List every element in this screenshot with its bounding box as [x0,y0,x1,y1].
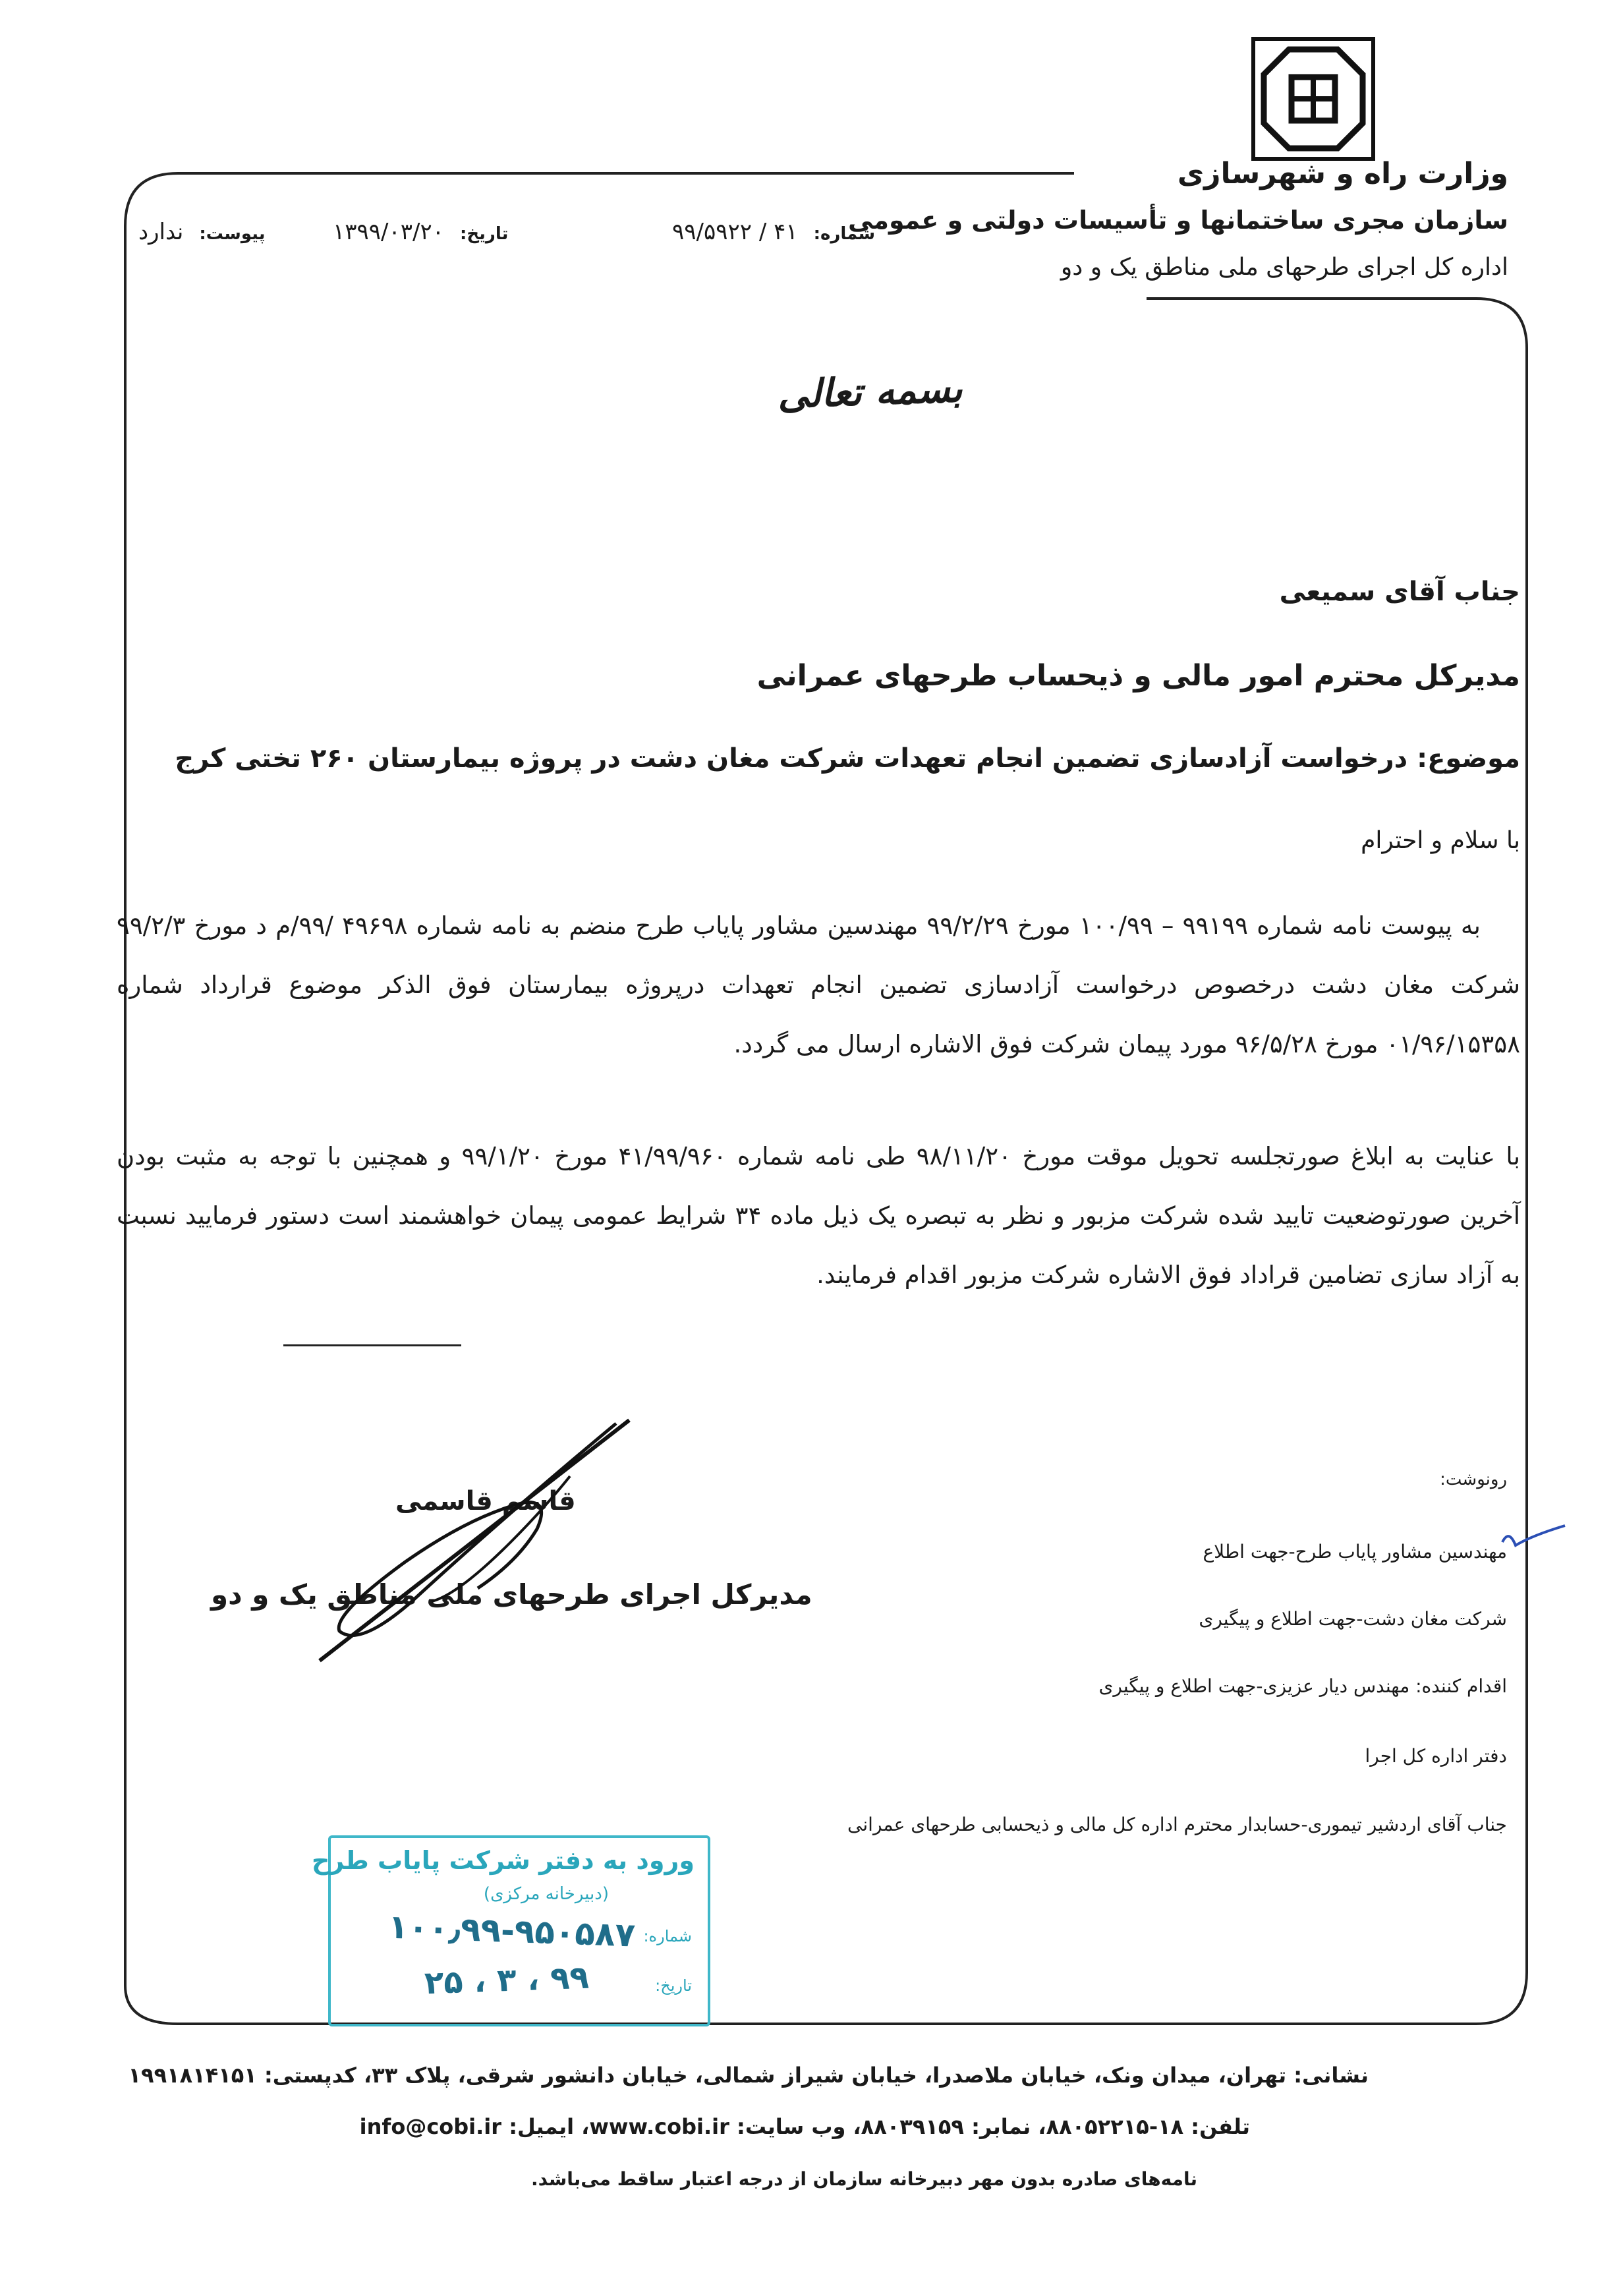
footer-contact: تلفن: ۱۸-۸۸۰۵۲۲۱۵، نمابر: ۸۸۰۳۹۱۵۹، وب سایت: www.cobi.ir، ایمیل: info@cobi.ir [359,2114,1250,2139]
greeting: با سلام و احترام [1361,827,1520,854]
number-value: ۴۱ / ۹۹/۵۹۲۲ [672,219,798,245]
ministry-logo-icon [1251,36,1376,161]
body-paragraph: با عنایت به ابلاغ صورتجلسه تحویل موقت مورخ ۹۸/۱۱/۲۰ طی نامه شماره ۴۱/۹۹/۹۶۰ مورخ ۹۹/۱/۲۰ و همچنین با توجه به مثبت بودن آخرین صورتوضعیت تایید شده شرکت مزبور و نظر به تبصره یک ذیل ماده ۳۴ شرایط عمومی پیمان خواهشمند است دستور فرمایید نسبت به آزاد سازی تضامین قراداد فوق الاشاره شرکت مزبور اقدام فرمایند. [117,1142,1520,1289]
cc-title: رونوشت: [1440,1470,1507,1489]
registry-stamp [311,1835,710,2026]
stamp-number-label: شماره: [643,1927,692,1945]
divider [283,1344,461,1346]
handwritten-signature-icon [260,1404,669,1667]
stamp-date-value: ۹۹ ، ۳ ، ۲۵ [424,1959,590,2002]
letter-attachment [138,219,266,245]
letter-frame [119,167,1533,2030]
date-label: تاریخ: [460,224,509,244]
date-value: ۱۳۹۹/۰۳/۲۰ [333,219,445,245]
stamp-date-label: تاریخ: [655,1976,692,1995]
letter-number [672,219,875,245]
footer-note: نامه‌های صادره بدون مهر دبیرخانه سازمان از درجه اعتبار ساقط می‌باشد. [530,2168,1197,2190]
cc-item: جناب آقای اردشیر تیموری-حسابدار محترم اداره کل مالی و ذیحسابی طرحهای عمرانی [847,1814,1507,1835]
body-paragraph: به پیوست نامه شماره ۹۹۱۹۹ – ۱۰۰/۹۹ مورخ ۹۹/۲/۲۹ مهندسین مشاور پایاب طرح منضم به نامه شماره ۴۹۶۹۸ /۹۹/م د مورخ ۹۹/۲/۳ شرکت مغان دشت درخصوص درخواست آزادسازی تضمین انجام تعهدات درپروژه بیمارستان فوق الذکر موضوع قرارداد شماره ۰۱/۹۶/۱۵۳۵۸ مورخ ۹۶/۵/۲۸ مورد پیمان شرکت فوق الاشاره ارسال می گردد. [117,911,1520,1058]
signatory-name: قاسم قاسمی [395,1486,576,1516]
cc-item: شرکت مغان دشت-جهت اطلاع و پیگیری [1199,1608,1507,1630]
office-name: اداره کل اجرای طرحهای ملی مناطق یک و دو [1060,254,1508,281]
recipient-name: جناب آقای سمیعی [1279,577,1520,607]
cc-item: مهندسین مشاور پایاب طرح-جهت اطلاع [1203,1541,1507,1563]
letter-subject: موضوع: درخواست آزادسازی تضمین انجام تعهدات شرکت مغان دشت در پروژه بیمارستان ۲۶۰ تختی کرج [175,743,1520,774]
attachment-label: پیوست: [199,224,266,244]
organization-name: سازمان مجری ساختمانها و تأسیسات دولتی و عمومی [848,206,1508,235]
signatory-title: مدیرکل اجرای طرحهای ملی مناطق یک و دو [211,1578,812,1611]
letter-date [333,219,508,245]
cc-item: دفتر اداره کل اجرا [1365,1745,1507,1767]
stamp-number-value: ۱۰۰٫۹۹-۹۵۰۵۸۷ [387,1907,636,1955]
check-mark-icon [1496,1516,1568,1562]
footer-address: نشانی: تهران، میدان ونک، خیابان ملاصدرا، خیابان شیراز شمالی، خیابان دانشور شرقی، پلاک ۳۳، کدپستی: ۱۹۹۱۸۱۴۱۵۱ [128,2063,1369,2088]
ministry-name: وزارت راه و شهرسازی [1177,157,1508,190]
attachment-value: ندارد [138,219,184,245]
stamp-title: ورود به دفتر شرکت پایاب طرح [311,1846,695,1875]
stamp-subtitle: (دبیرخانه مرکزی) [483,1884,609,1904]
bismillah-heading: بسمه تعالی [776,366,963,417]
number-label: شماره: [813,224,876,244]
recipient-title: مدیرکل محترم امور مالی و ذیحساب طرحهای عمرانی [756,659,1520,693]
cc-item: اقدام کننده: مهندس دیار عزیزی-جهت اطلاع و پیگیری [1098,1675,1507,1697]
